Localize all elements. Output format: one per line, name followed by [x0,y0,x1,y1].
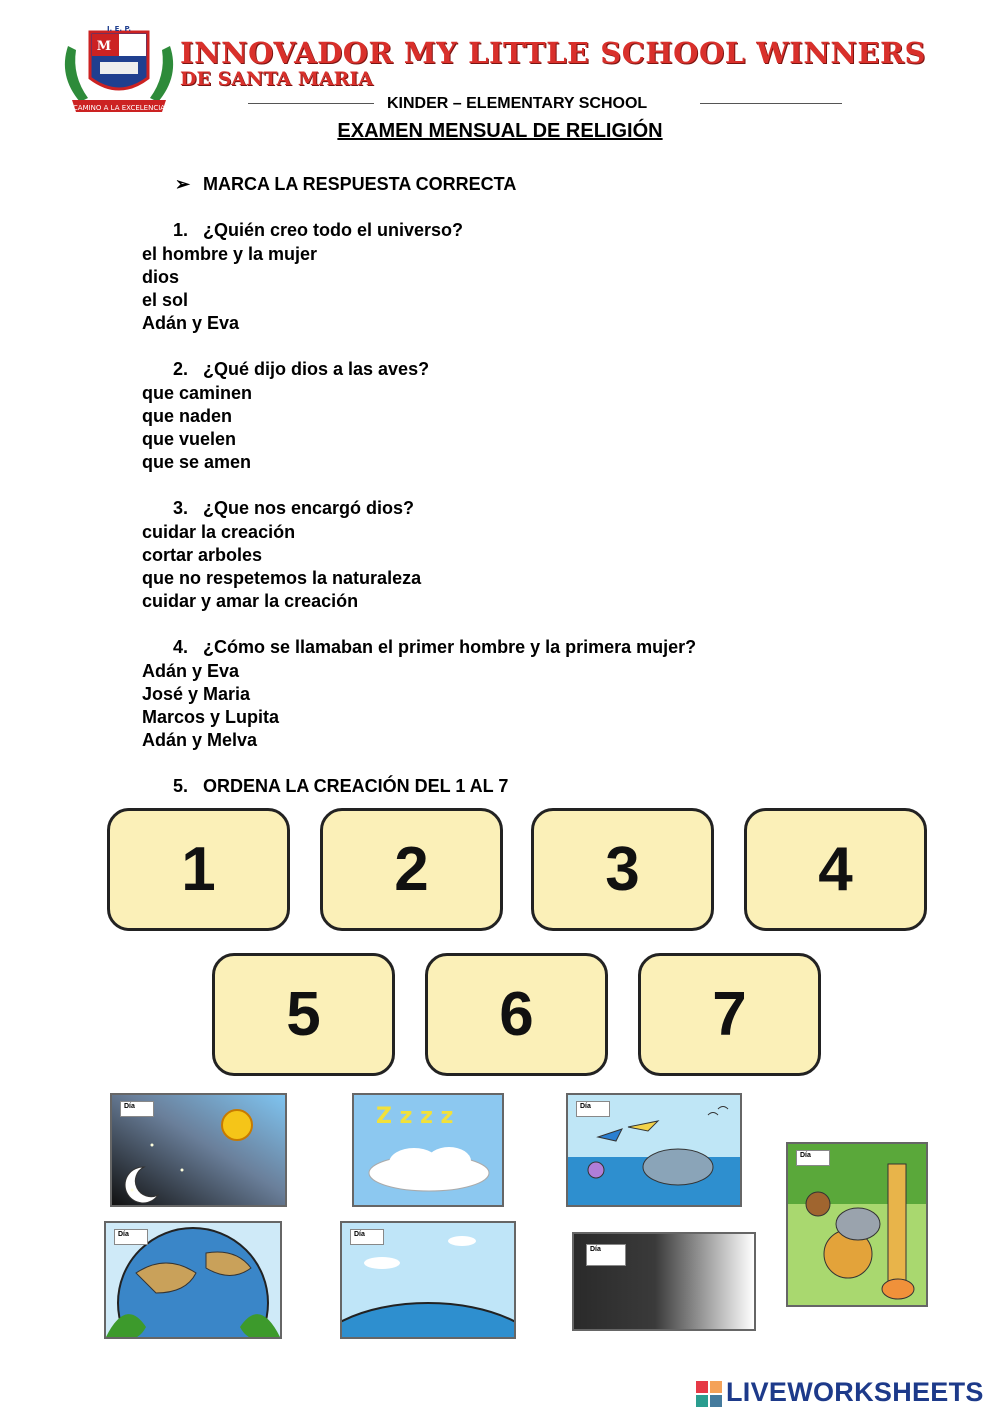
exam-title: EXAMEN MENSUAL DE RELIGIÓN [337,120,663,142]
instruction [175,174,516,195]
number-box-5[interactable]: 5 [212,953,395,1076]
option[interactable]: cuidar y amar la creación [142,591,359,611]
card-light-dark[interactable] [572,1232,756,1331]
card-sun-moon[interactable] [110,1093,287,1207]
school-location: DE SANTA MARIA [180,68,374,90]
number-box-1[interactable]: 1 [107,808,290,931]
card-earth-plants[interactable] [104,1221,282,1339]
option[interactable]: cortar arboles [142,545,263,565]
question-4: 4. ¿Cómo se llamaban el primer hombre y la primera mujer? [173,637,697,657]
day-label: Día [114,1229,148,1245]
card-sky-rest[interactable] [352,1093,504,1207]
logo-banner-text: CAMINO A LA EXCELENCIA [72,104,166,112]
card-sea-birds[interactable] [566,1093,742,1207]
option[interactable]: que caminen [142,383,253,403]
divider-right [700,103,842,104]
arrow-bullet-icon: ➢ [175,174,191,194]
giraffe-icon [888,1164,906,1284]
liveworksheets-logo-icon [696,1381,722,1407]
question-2-options [142,382,252,474]
option[interactable]: el sol [142,290,189,310]
option[interactable]: José y Maria [142,684,251,704]
option[interactable]: Adán y Eva [142,661,240,681]
number-box-3[interactable]: 3 [531,808,714,931]
option[interactable]: Marcos y Lupita [142,707,280,727]
question-5: 5. ORDENA LA CREACIÓN DEL 1 AL 7 [173,776,509,796]
school-level: KINDER – ELEMENTARY SCHOOL [387,95,648,112]
day-label: Día [576,1101,610,1117]
whale-icon [643,1149,713,1185]
option[interactable]: Adán y Eva [142,313,240,333]
divider-left [248,103,374,104]
question-3-options [142,521,421,613]
day-label: Día [796,1150,830,1166]
question-4-options [142,660,279,752]
option[interactable]: que vuelen [142,429,237,449]
logo-top-text: I. E. P. [106,26,132,33]
option[interactable]: cuidar la creación [142,522,296,542]
option[interactable]: el hombre y la mujer [142,244,318,264]
question-2: 2. ¿Qué dijo dios a las aves? [173,359,430,379]
option[interactable]: que no respetemos la naturaleza [142,568,422,588]
day-label: Día [350,1229,384,1245]
card-land-animals[interactable] [786,1142,928,1307]
sleep-text: Z z z z [376,1104,454,1129]
day-label: Día [586,1244,626,1266]
card-sky-water[interactable] [340,1221,516,1339]
number-box-6[interactable]: 6 [425,953,608,1076]
instruction-text: MARCA LA RESPUESTA CORRECTA [203,174,517,194]
sun-icon [222,1110,252,1140]
question-1: 1. ¿Quién creo todo el universo? [173,220,464,240]
number-box-2[interactable]: 2 [320,808,503,931]
option[interactable]: que se amen [142,452,252,472]
number-box-4[interactable]: 4 [744,808,927,931]
number-box-7[interactable]: 7 [638,953,821,1076]
question-1-options [142,243,317,335]
option[interactable]: Adán y Melva [142,730,258,750]
day-label: Día [120,1101,154,1117]
svg-text:M: M [96,39,112,54]
option[interactable]: dios [142,267,180,287]
question-3: 3. ¿Que nos encargó dios? [173,498,415,518]
liveworksheets-brand[interactable]: LIVEWORKSHEETS [726,1377,984,1407]
school-logo [58,26,180,118]
school-name: INNOVADOR MY LITTLE SCHOOL WINNERS [180,36,926,70]
option[interactable]: que naden [142,406,233,426]
